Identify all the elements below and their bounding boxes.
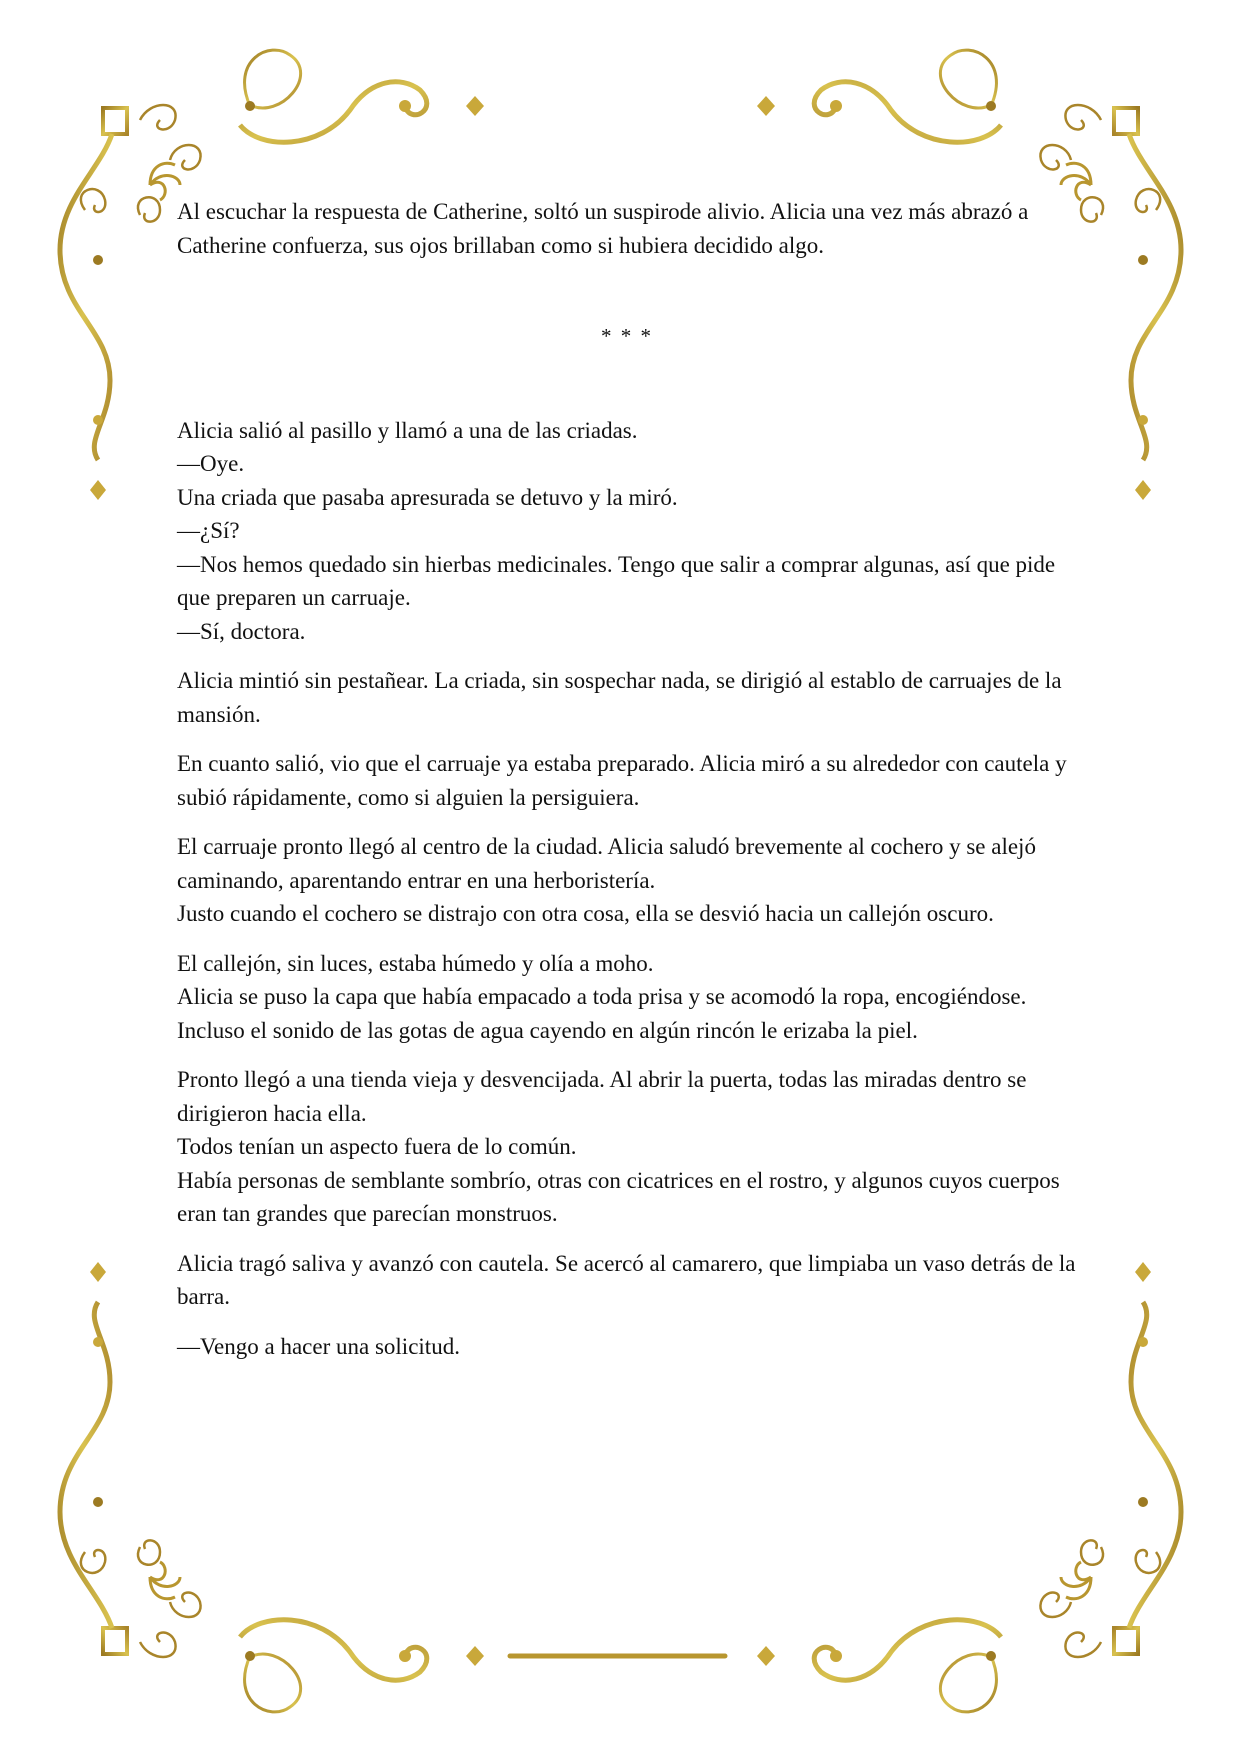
text-line: Justo cuando el cochero se distrajo con otra cosa, ella se desvió hacia un callejón oscuro. bbox=[177, 901, 994, 926]
paragraph bbox=[177, 747, 1077, 814]
text-line: —Vengo a hacer una solicitud. bbox=[177, 1333, 460, 1359]
text-line: Alicia tragó saliva y avanzó con cautela. Se acercó al camarero, que limpiaba un vaso detrás de la barra. bbox=[177, 1250, 1076, 1309]
paragraph bbox=[177, 947, 1077, 1048]
text-line: —Sí, doctora. bbox=[177, 618, 306, 644]
text-line: Una criada que pasaba apresurada se detuvo y la miró. bbox=[177, 484, 678, 510]
text-line: El carruaje pronto llegó al centro de la ciudad. Alicia saludó brevemente al cochero y se alejó caminando, aparentando entrar en una herboristería. bbox=[177, 834, 1036, 893]
text-line: Alicia mintió sin pestañear. La criada, sin sospechar nada, se dirigió al establo de carruajes de la mansión. bbox=[177, 668, 1062, 727]
text-line: Alicia salió al pasillo y llamó a una de las criadas. bbox=[177, 417, 638, 443]
opening-paragraph: Al escuchar la respuesta de Catherine, soltó un suspirode alivio. Alicia una vez más abrazó a Catherine confuerza, sus ojos brillaban como si hubiera decidido algo. bbox=[177, 199, 1029, 258]
text-line: Todos tenían un aspecto fuera de lo común. bbox=[177, 1134, 577, 1159]
paragraph bbox=[177, 1330, 1077, 1364]
text-line: El callejón, sin luces, estaba húmedo y olía a moho. bbox=[177, 950, 654, 976]
paragraph bbox=[177, 1247, 1077, 1314]
paragraph bbox=[177, 1063, 1077, 1231]
text-line: —Oye. bbox=[177, 451, 245, 476]
scene-separator: * * * bbox=[601, 324, 653, 348]
page-text bbox=[177, 195, 1077, 1379]
paragraph bbox=[177, 830, 1077, 931]
paragraph bbox=[177, 664, 1077, 731]
text-line: Pronto llegó a una tienda vieja y desvencijada. Al abrir la puerta, todas las miradas dentro se dirigieron hacia ella. bbox=[177, 1067, 1027, 1126]
text-line: Había personas de semblante sombrío, otras con cicatrices en el rostro, y algunos cuyos cuerpos eran tan grandes que parecían monstruos. bbox=[177, 1167, 1060, 1226]
dialogue-block bbox=[177, 414, 1077, 649]
text-line: En cuanto salió, vio que el carruaje ya estaba preparado. Alicia miró a su alrededor con cautela y subió rápidamente, como si alguien la persiguiera. bbox=[177, 751, 1067, 810]
text-line: —¿Sí? bbox=[177, 518, 240, 543]
text-line: Incluso el sonido de las gotas de agua cayendo en algún rincón le erizaba la piel. bbox=[177, 1017, 918, 1043]
text-line: —Nos hemos quedado sin hierbas medicinales. Tengo que salir a comprar algunas, así que pide que preparen un carruaje. bbox=[177, 551, 1056, 610]
text-line: Alicia se puso la capa que había empacado a toda prisa y se acomodó la ropa, encogiéndose. bbox=[177, 984, 1027, 1009]
